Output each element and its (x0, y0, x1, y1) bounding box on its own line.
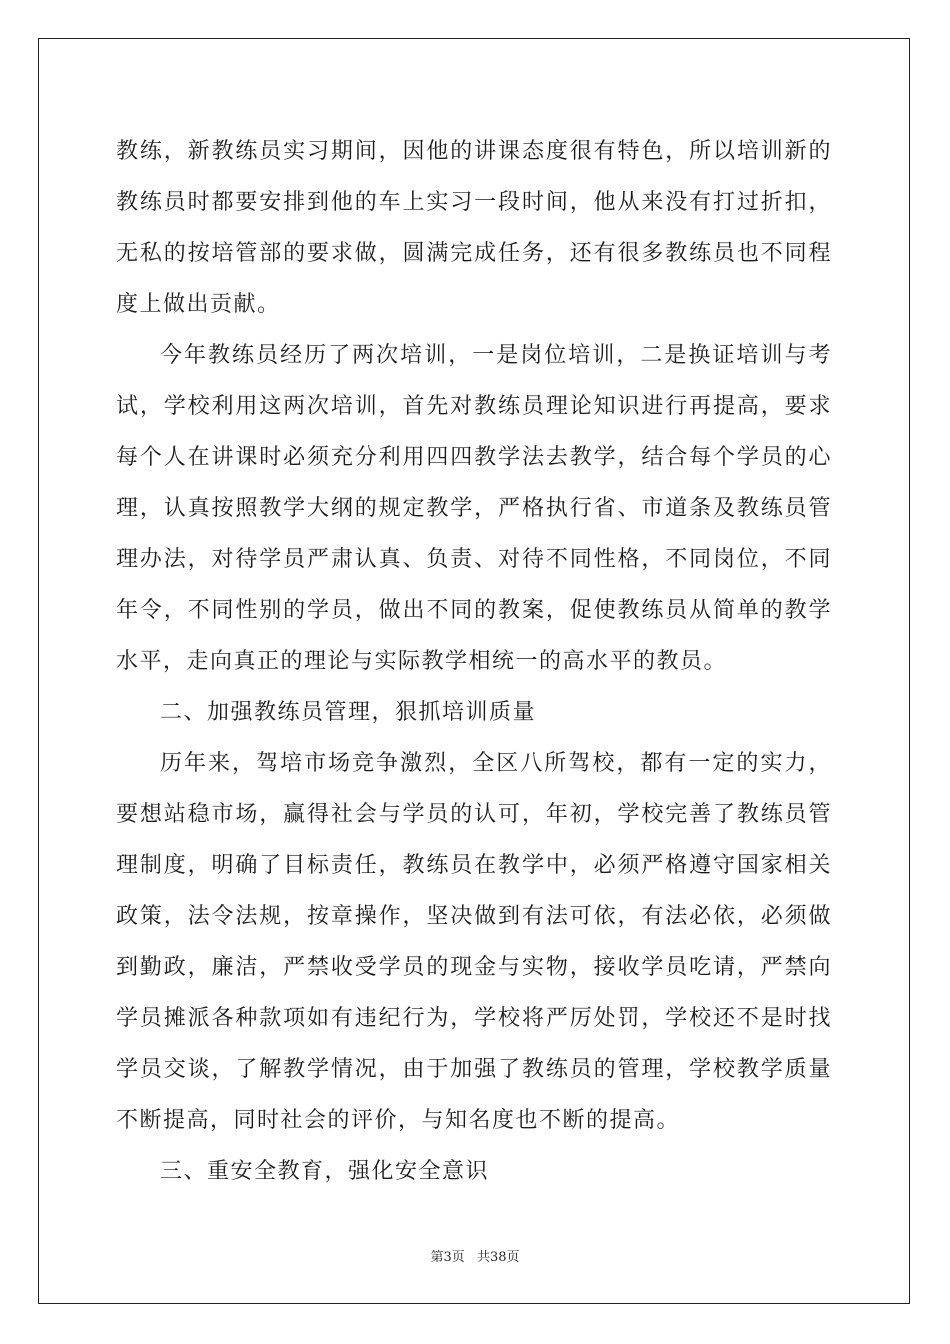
paragraph-2: 今年教练员经历了两次培训，一是岗位培训，二是换证培训与考试，学校利用这两次培训，首先对教练员理论知识进行再提高，要求每个人在讲课时必须充分利用四四教学法去教学，结合每个学员的心理，认真按照教学大纲的规定教学，严格执行省、市道条及教练员管理办法，对待学员严肃认真、负责、对待不同性格，不同岗位，不同年令，不同性别的学员，做出不同的教案，促使教练员从简单的教学水平，走向真正的理论与实际教学相统一的高水平的教员。 (116, 343, 832, 674)
page-total: 共38页 (476, 1250, 520, 1265)
paragraph-3: 历年来，驾培市场竞争激烈，全区八所驾校，都有一定的实力，要想站稳市场，赢得社会与学员的认可，年初，学校完善了教练员管理制度，明确了目标责任，教练员在教学中，必须严格遵守国家相关政策，法令法规，按章操作，坚决做到有法可依，有法必依，必须做到勤政，廉洁，严禁收受学员的现金与实物，接收学员吃请，严禁向学员摊派各种款项如有违纪行为，学校将严厉处罚，学校还不是时找学员交谈，了解教学情况，由于加强了教练员的管理，学校教学质量不断提高，同时社会的评价，与知名度也不断的提高。 (116, 751, 832, 1133)
document-body (116, 126, 832, 1197)
paragraph-1: 教练，新教练员实习期间，因他的讲课态度很有特色，所以培训新的教练员时都要安排到他的车上实习一段时间，他从来没有打过折扣，无私的按培管部的要求做，圆满完成任务，还有很多教练员也不同程度上做出贡献。 (116, 139, 832, 317)
section-heading-2: 二、加强教练员管理，狠抓培训质量 (160, 700, 537, 725)
section-heading-3: 三、重安全教育，强化安全意识 (160, 1159, 490, 1184)
page-number: 第3页 (430, 1250, 465, 1265)
page-footer (0, 1246, 950, 1265)
